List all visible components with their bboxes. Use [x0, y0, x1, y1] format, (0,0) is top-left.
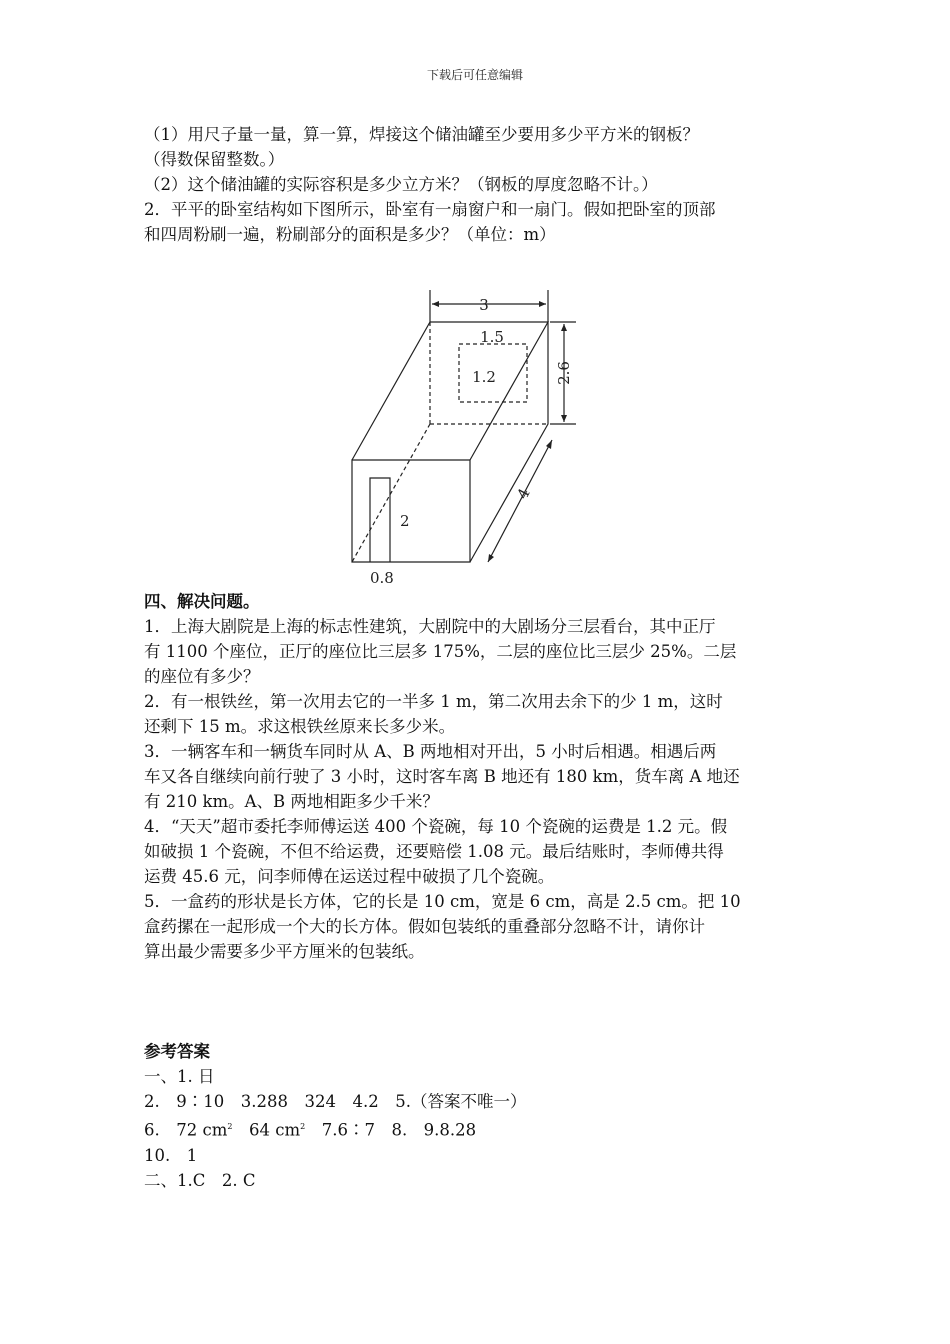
superscript: 2 [227, 1122, 233, 1131]
depth-label: 4 [513, 485, 534, 503]
depth-dimension [488, 440, 552, 562]
problem-line: （得数保留整数。） [144, 150, 285, 169]
door [370, 478, 390, 562]
problem-line: 如破损 1 个瓷碗，不但不给运费，还要赔偿 1.08 元。最后结账时，李师傅共得 [144, 842, 724, 861]
answer-line: 2. 9∶10 3.288 324 4.2 5.（答案不唯一） [144, 1092, 527, 1111]
answer-text: 7.6∶7 8. 9.8.28 [305, 1120, 477, 1140]
width-dimension [430, 290, 548, 322]
problem-line: 有 1100 个座位，正厅的座位比三层多 175%，二层的座位比三层少 25%。二层 [144, 642, 737, 661]
problem-line: 5．一盒药的形状是长方体，它的长是 10 cm，宽是 6 cm，高是 2.5 cm。把 10 [144, 892, 741, 911]
window-height-label: 1.2 [472, 368, 496, 386]
problem-line: 1．上海大剧院是上海的标志性建筑，大剧院中的大剧场分三层看台，其中正厅 [144, 617, 716, 636]
problem-line: 2．有一根铁丝，第一次用去它的一半多 1 m，第二次用去余下的少 1 m，这时 [144, 692, 723, 711]
problem-line: （1）用尺子量一量，算一算，焊接这个储油罐至少要用多少平方米的钢板？ [144, 125, 699, 144]
width-label: 3 [479, 296, 489, 314]
problem-line: 有 210 km。A、B 两地相距多少千米？ [144, 792, 439, 811]
problem-line: 算出最少需要多少平方厘米的包装纸。 [144, 942, 425, 961]
section-title: 四、解决问题。 [144, 592, 260, 611]
page-header: 下载后可任意编辑 [426, 68, 523, 82]
answer-line: 二、1.C 2. C [144, 1170, 256, 1190]
answers-spacer [144, 964, 812, 1039]
problem-line: 车又各自继续向前行驶了 3 小时，这时客车离 B 地还有 180 km，货车离 A 地还 [144, 767, 740, 786]
door-height-label: 2 [400, 512, 410, 530]
problem-line: 3．一辆客车和一辆货车同时从 A、B 两地相对开出，5 小时后相遇。相遇后两 [144, 742, 717, 761]
problem-line: 4．“天天”超市委托李师傅运送 400 个瓷碗，每 10 个瓷碗的运费是 1.2 元。假 [144, 817, 728, 836]
window-width-label: 1.5 [480, 328, 504, 346]
answer-text: 64 cm [232, 1120, 301, 1140]
answer-line: 10. 1 [144, 1145, 198, 1165]
right-face [470, 322, 548, 562]
bedroom-figure [340, 270, 580, 595]
problem-line: （2）这个储油罐的实际容积是多少立方米？（钢板的厚度忽略不计。） [144, 175, 658, 194]
height-label: 2.6 [555, 361, 573, 385]
problem-line: 还剩下 15 m。求这根铁丝原来长多少米。 [144, 717, 456, 736]
answer-text: 6. 72 cm [144, 1120, 228, 1140]
answer-line: 一、1. 日 [144, 1067, 215, 1086]
door-width-label: 0.8 [370, 569, 394, 587]
answers-title: 参考答案 [144, 1042, 210, 1061]
problem-line: 和四周粉刷一遍，粉刷部分的面积是多少？（单位：m） [144, 225, 556, 244]
problem-line: 的座位有多少？ [144, 667, 260, 686]
answer-line [144, 1114, 812, 1143]
problem-line: 盒药摞在一起形成一个大的长方体。假如包装纸的重叠部分忽略不计，请你计 [144, 917, 705, 936]
superscript: 2 [300, 1122, 306, 1131]
problem-line: 2．平平的卧室结构如下图所示，卧室有一扇窗户和一扇门。假如把卧室的顶部 [144, 200, 716, 219]
top-face [352, 322, 548, 460]
hidden-edges [352, 322, 548, 562]
problem-line: 运费 45.6 元，问李师傅在运送过程中破损了几个瓷碗。 [144, 867, 555, 886]
